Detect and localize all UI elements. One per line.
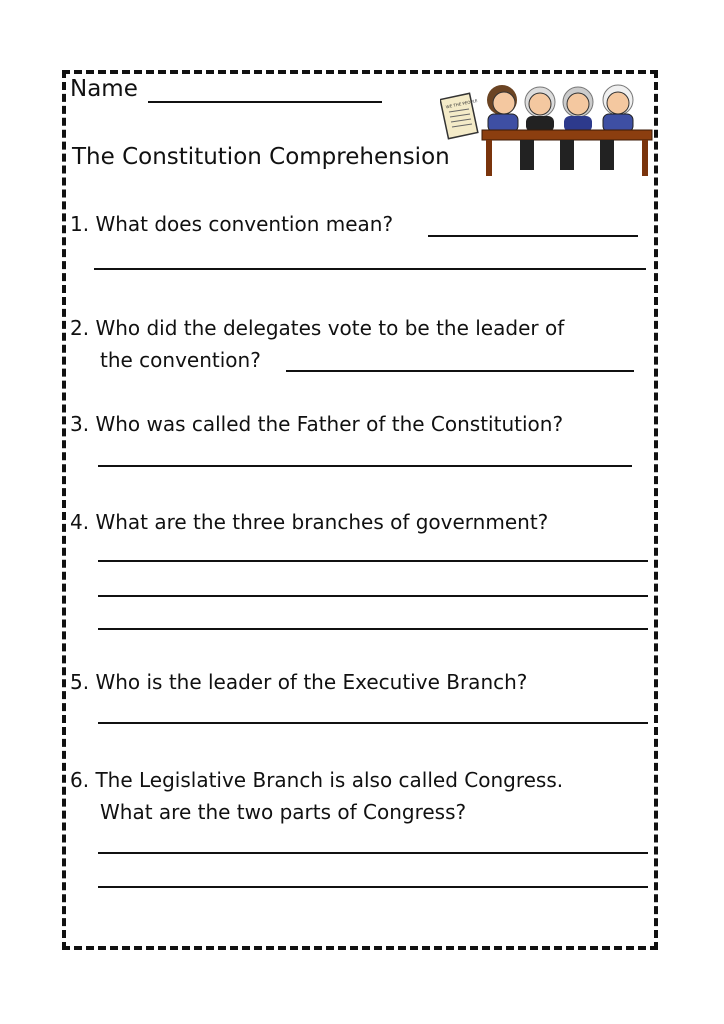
question-6: 6. The Legislative Branch is also called Congress.: [70, 768, 564, 792]
answer-line-6b[interactable]: [98, 886, 648, 888]
paper-text: WE THE PEOPLE: [445, 97, 478, 110]
person-3-icon: [563, 87, 593, 132]
table-icon: [482, 130, 652, 176]
question-1: 1. What does convention mean?: [70, 212, 394, 236]
answer-line-4a[interactable]: [98, 560, 648, 562]
founding-fathers-illustration: [440, 80, 654, 178]
question-4: 4. What are the three branches of government?: [70, 510, 549, 534]
person-1-icon: [487, 85, 518, 132]
page-title: The Constitution Comprehension: [72, 144, 450, 170]
answer-line-5[interactable]: [98, 722, 648, 724]
question-2: 2. Who did the delegates vote to be the leader of: [70, 316, 565, 340]
answer-line-1b[interactable]: [94, 268, 646, 270]
person-4-icon: [603, 85, 633, 132]
document-icon: [440, 93, 478, 138]
answer-line-4b[interactable]: [98, 595, 648, 597]
answer-line-1a[interactable]: [428, 235, 638, 237]
answer-line-4c[interactable]: [98, 628, 648, 630]
question-2-continued: the convention?: [100, 348, 261, 372]
answer-line-6a[interactable]: [98, 852, 648, 854]
question-6-continued: What are the two parts of Congress?: [100, 800, 467, 824]
answer-line-2[interactable]: [286, 370, 634, 372]
question-3: 3. Who was called the Father of the Constitution?: [70, 412, 564, 436]
answer-line-3[interactable]: [98, 465, 632, 467]
person-2-icon: [525, 87, 555, 132]
name-answer-line[interactable]: [148, 101, 382, 103]
name-label: Name: [70, 76, 138, 102]
question-5: 5. Who is the leader of the Executive Branch?: [70, 670, 528, 694]
